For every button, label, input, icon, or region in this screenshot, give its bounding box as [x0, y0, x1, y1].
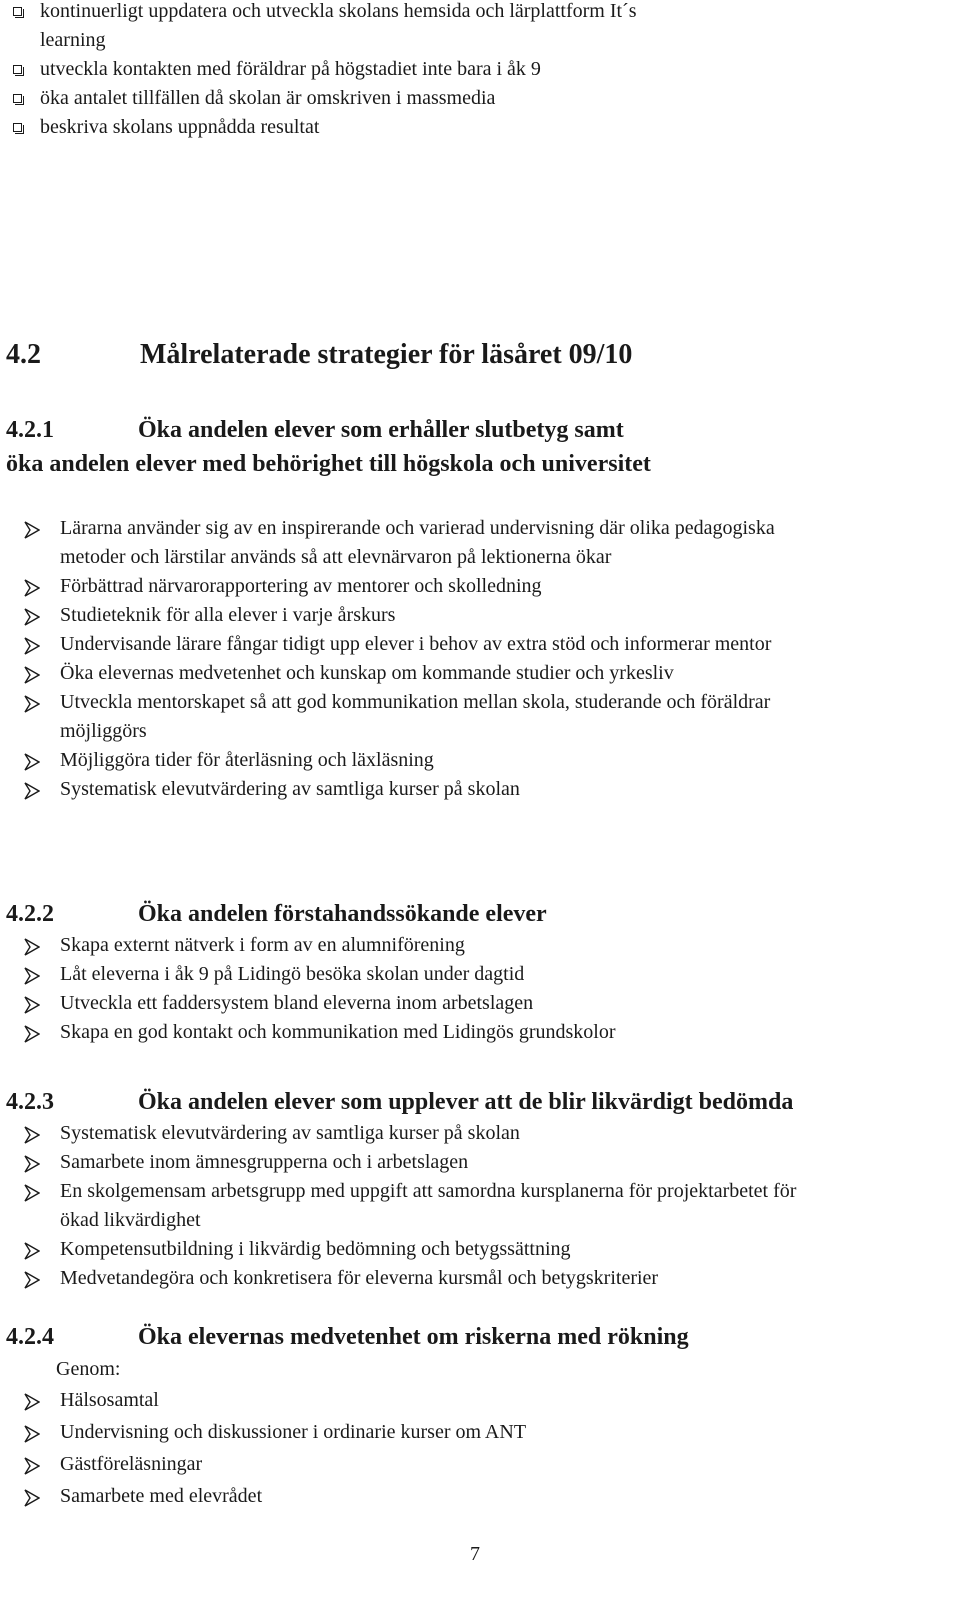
list-item: [0, 1018, 960, 1047]
arrow-bullet-icon: [24, 1182, 40, 1200]
section-number: 4.2: [6, 339, 41, 370]
strategy-list: [0, 1386, 960, 1514]
list-item: [0, 960, 960, 989]
list-item: [0, 1235, 960, 1264]
list-item-text: Samarbete med elevrådet: [60, 1485, 263, 1507]
list-item-text: Studieteknik för alla elever i varje årskurs: [60, 604, 396, 626]
arrow-bullet-icon: [24, 965, 40, 983]
checkbox-bullet-icon: [13, 94, 22, 103]
list-item-text: Undervisning och diskussioner i ordinarie kurser om ANT: [60, 1421, 527, 1443]
list-item: [0, 1386, 960, 1415]
subsection-title: Öka andelen elever som erhåller slutbetyg samt: [138, 417, 624, 443]
list-item-text: Medvetandegöra och konkretisera för eleverna kursmål och betygskriterier: [60, 1267, 659, 1289]
list-item: [0, 630, 960, 659]
list-item-text: Kompetensutbildning i likvärdig bedömning och betygssättning: [60, 1238, 571, 1260]
subsection-number: 4.2.1: [6, 417, 54, 443]
list-item-text: Hälsosamtal: [60, 1389, 159, 1411]
subsection-number: 4.2.2: [6, 901, 54, 927]
arrow-bullet-icon: [24, 1391, 40, 1409]
arrow-bullet-icon: [24, 780, 40, 798]
list-item-text: Systematisk elevutvärdering av samtliga kurser på skolan: [60, 1122, 520, 1144]
list-item-text: Skapa externt nätverk i form av en alumniförening: [60, 934, 465, 956]
list-item-text: Utveckla mentorskapet så att god kommunikation mellan skola, studerande och föräldrar möjliggörs: [60, 691, 771, 742]
list-item: [0, 746, 960, 775]
list-item-text: kontinuerligt uppdatera och utveckla skolans hemsida och lärplattform It´s: [40, 0, 637, 22]
strategy-list: [0, 1119, 960, 1293]
list-item: [0, 572, 960, 601]
list-item: [0, 931, 960, 960]
checkbox-bullet-icon: [13, 7, 22, 16]
page-number: 7: [470, 1543, 480, 1565]
subsection-number: 4.2.4: [6, 1324, 54, 1350]
list-item: [0, 1482, 960, 1511]
list-item-text: Undervisande lärare fångar tidigt upp elever i behov av extra stöd och informerar mentor: [60, 633, 772, 655]
list-item: [0, 1264, 960, 1293]
list-item: [0, 989, 960, 1018]
list-item-text: Samarbete inom ämnesgrupperna och i arbetslagen: [60, 1151, 469, 1173]
arrow-bullet-icon: [24, 1487, 40, 1505]
list-item-text: Utveckla ett faddersystem bland eleverna inom arbetslagen: [60, 992, 534, 1014]
list-item-text: beskriva skolans uppnådda resultat: [40, 116, 320, 138]
arrow-bullet-icon: [24, 635, 40, 653]
strategy-list: [0, 931, 960, 1047]
list-item-text: Låt eleverna i åk 9 på Lidingö besöka skolan under dagtid: [60, 963, 525, 985]
arrow-bullet-icon: [24, 1023, 40, 1041]
list-item: [0, 1418, 960, 1447]
subsection-title-continuation: öka andelen elever med behörighet till högskola och universitet: [6, 451, 651, 477]
list-item-text: utveckla kontakten med föräldrar på högstadiet inte bara i åk 9: [40, 58, 541, 80]
arrow-bullet-icon: [24, 1153, 40, 1171]
arrow-bullet-icon: [24, 693, 40, 711]
list-item: [0, 1450, 960, 1479]
list-item-text: Förbättrad närvarorapportering av mentorer och skolledning: [60, 575, 542, 597]
list-item-text: öka antalet tillfällen då skolan är omskriven i massmedia: [40, 87, 496, 109]
list-item: [0, 514, 960, 572]
list-item-text: En skolgemensam arbetsgrupp med uppgift att samordna kursplanerna för projektarbetet för ökad likvärdighet: [60, 1180, 797, 1231]
arrow-bullet-icon: [24, 1124, 40, 1142]
checkbox-bullet-icon: [13, 65, 22, 74]
list-item-text: Öka elevernas medvetenhet och kunskap om kommande studier och yrkesliv: [60, 662, 674, 684]
list-item-text: Möjliggöra tider för återläsning och läxläsning: [60, 749, 434, 771]
arrow-bullet-icon: [24, 519, 40, 537]
arrow-bullet-icon: [24, 1240, 40, 1258]
list-item-text: Lärarna använder sig av en inspirerande och varierad undervisning där olika pedagogiska metoder och lärstilar används så att elevnärvaron på lektionerna ökar: [60, 517, 775, 568]
list-item: [0, 1119, 960, 1148]
section-title: Målrelaterade strategier för läsåret 09/10: [140, 339, 633, 370]
list-item: [0, 659, 960, 688]
arrow-bullet-icon: [24, 577, 40, 595]
arrow-bullet-icon: [24, 1269, 40, 1287]
strategy-list: [0, 514, 960, 804]
arrow-bullet-icon: [24, 936, 40, 954]
subsection-number: 4.2.3: [6, 1089, 54, 1115]
list-item: [0, 1177, 960, 1235]
subsection-title: Öka andelen elever som upplever att de blir likvärdigt bedömda: [138, 1089, 794, 1115]
list-item: [0, 775, 960, 804]
subsection-title: Öka elevernas medvetenhet om riskerna med rökning: [138, 1324, 689, 1350]
list-item-text: Skapa en god kontakt och kommunikation med Lidingös grundskolor: [60, 1021, 616, 1043]
list-item: [0, 601, 960, 630]
arrow-bullet-icon: [24, 664, 40, 682]
list-item: [0, 1148, 960, 1177]
arrow-bullet-icon: [24, 994, 40, 1012]
list-item: [0, 688, 960, 746]
intro-text: Genom:: [56, 1358, 121, 1380]
list-item-text: Systematisk elevutvärdering av samtliga kurser på skolan: [60, 778, 520, 800]
arrow-bullet-icon: [24, 751, 40, 769]
checkbox-bullet-icon: [13, 123, 22, 132]
subsection-title: Öka andelen förstahandssökande elever: [138, 901, 547, 927]
list-item-text: Gästföreläsningar: [60, 1453, 203, 1475]
arrow-bullet-icon: [24, 1455, 40, 1473]
list-item-text: learning: [40, 29, 106, 51]
arrow-bullet-icon: [24, 1423, 40, 1441]
arrow-bullet-icon: [24, 606, 40, 624]
